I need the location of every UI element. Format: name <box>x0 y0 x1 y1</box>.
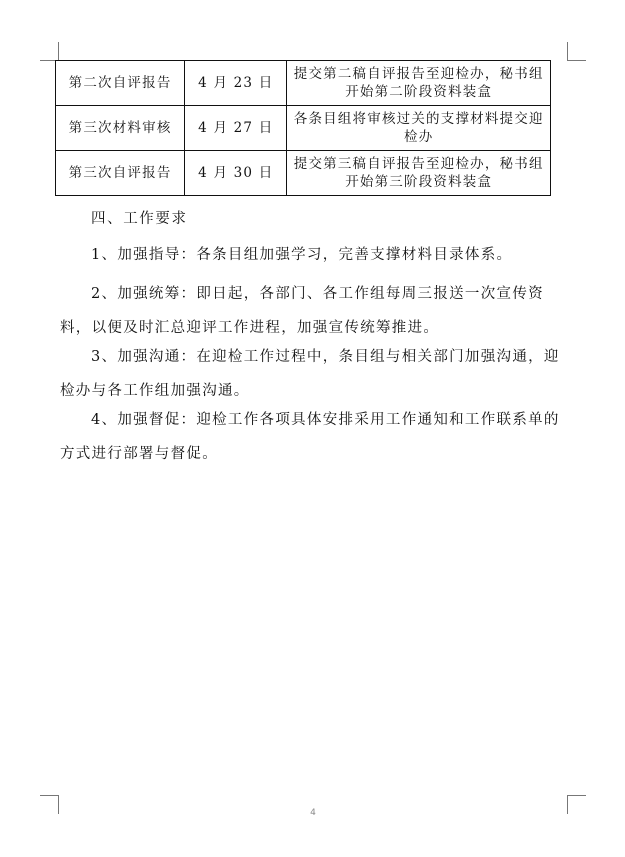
table-row <box>56 106 551 151</box>
task-cell: 提交第三稿自评报告至迎检办，秘书组开始第三阶段资料装盒 <box>287 151 551 196</box>
task-cell: 各条目组将审核过关的支撑材料提交迎检办 <box>287 106 551 151</box>
date-cell: 4 月 30 日 <box>185 151 287 196</box>
crop-mark-bottom-right <box>567 795 586 814</box>
paragraph-coordination: 2、加强统筹：即日起，各部门、各工作组每周三报送一次宣传资料，以便及时汇总迎评工作进程，加强宣传统筹推进。 <box>60 286 544 336</box>
stage-cell: 第二次自评报告 <box>56 61 185 106</box>
crop-mark-bottom-left <box>40 795 59 814</box>
schedule-table <box>55 60 551 196</box>
date-cell: 4 月 23 日 <box>185 61 287 106</box>
crop-mark-top-right <box>567 42 586 61</box>
paragraph-guidance: 1、加强指导：各条目组加强学习，完善支撑材料目录体系。 <box>91 247 513 263</box>
date-cell: 4 月 27 日 <box>185 106 287 151</box>
page-number: 4 <box>310 808 316 818</box>
stage-cell: 第三次自评报告 <box>56 151 185 196</box>
section-heading: 四、工作要求 <box>91 211 188 227</box>
paragraph-supervision: 4、加强督促：迎检工作各项具体安排采用工作通知和工作联系单的方式进行部署与督促。 <box>60 412 560 462</box>
crop-mark-top-left <box>40 42 59 61</box>
paragraph-communication: 3、加强沟通：在迎检工作过程中，条目组与相关部门加强沟通，迎检办与各工作组加强沟通。 <box>60 349 560 399</box>
table-row <box>56 151 551 196</box>
table-row <box>56 61 551 106</box>
stage-cell: 第三次材料审核 <box>56 106 185 151</box>
task-cell: 提交第二稿自评报告至迎检办，秘书组开始第二阶段资料装盒 <box>287 61 551 106</box>
